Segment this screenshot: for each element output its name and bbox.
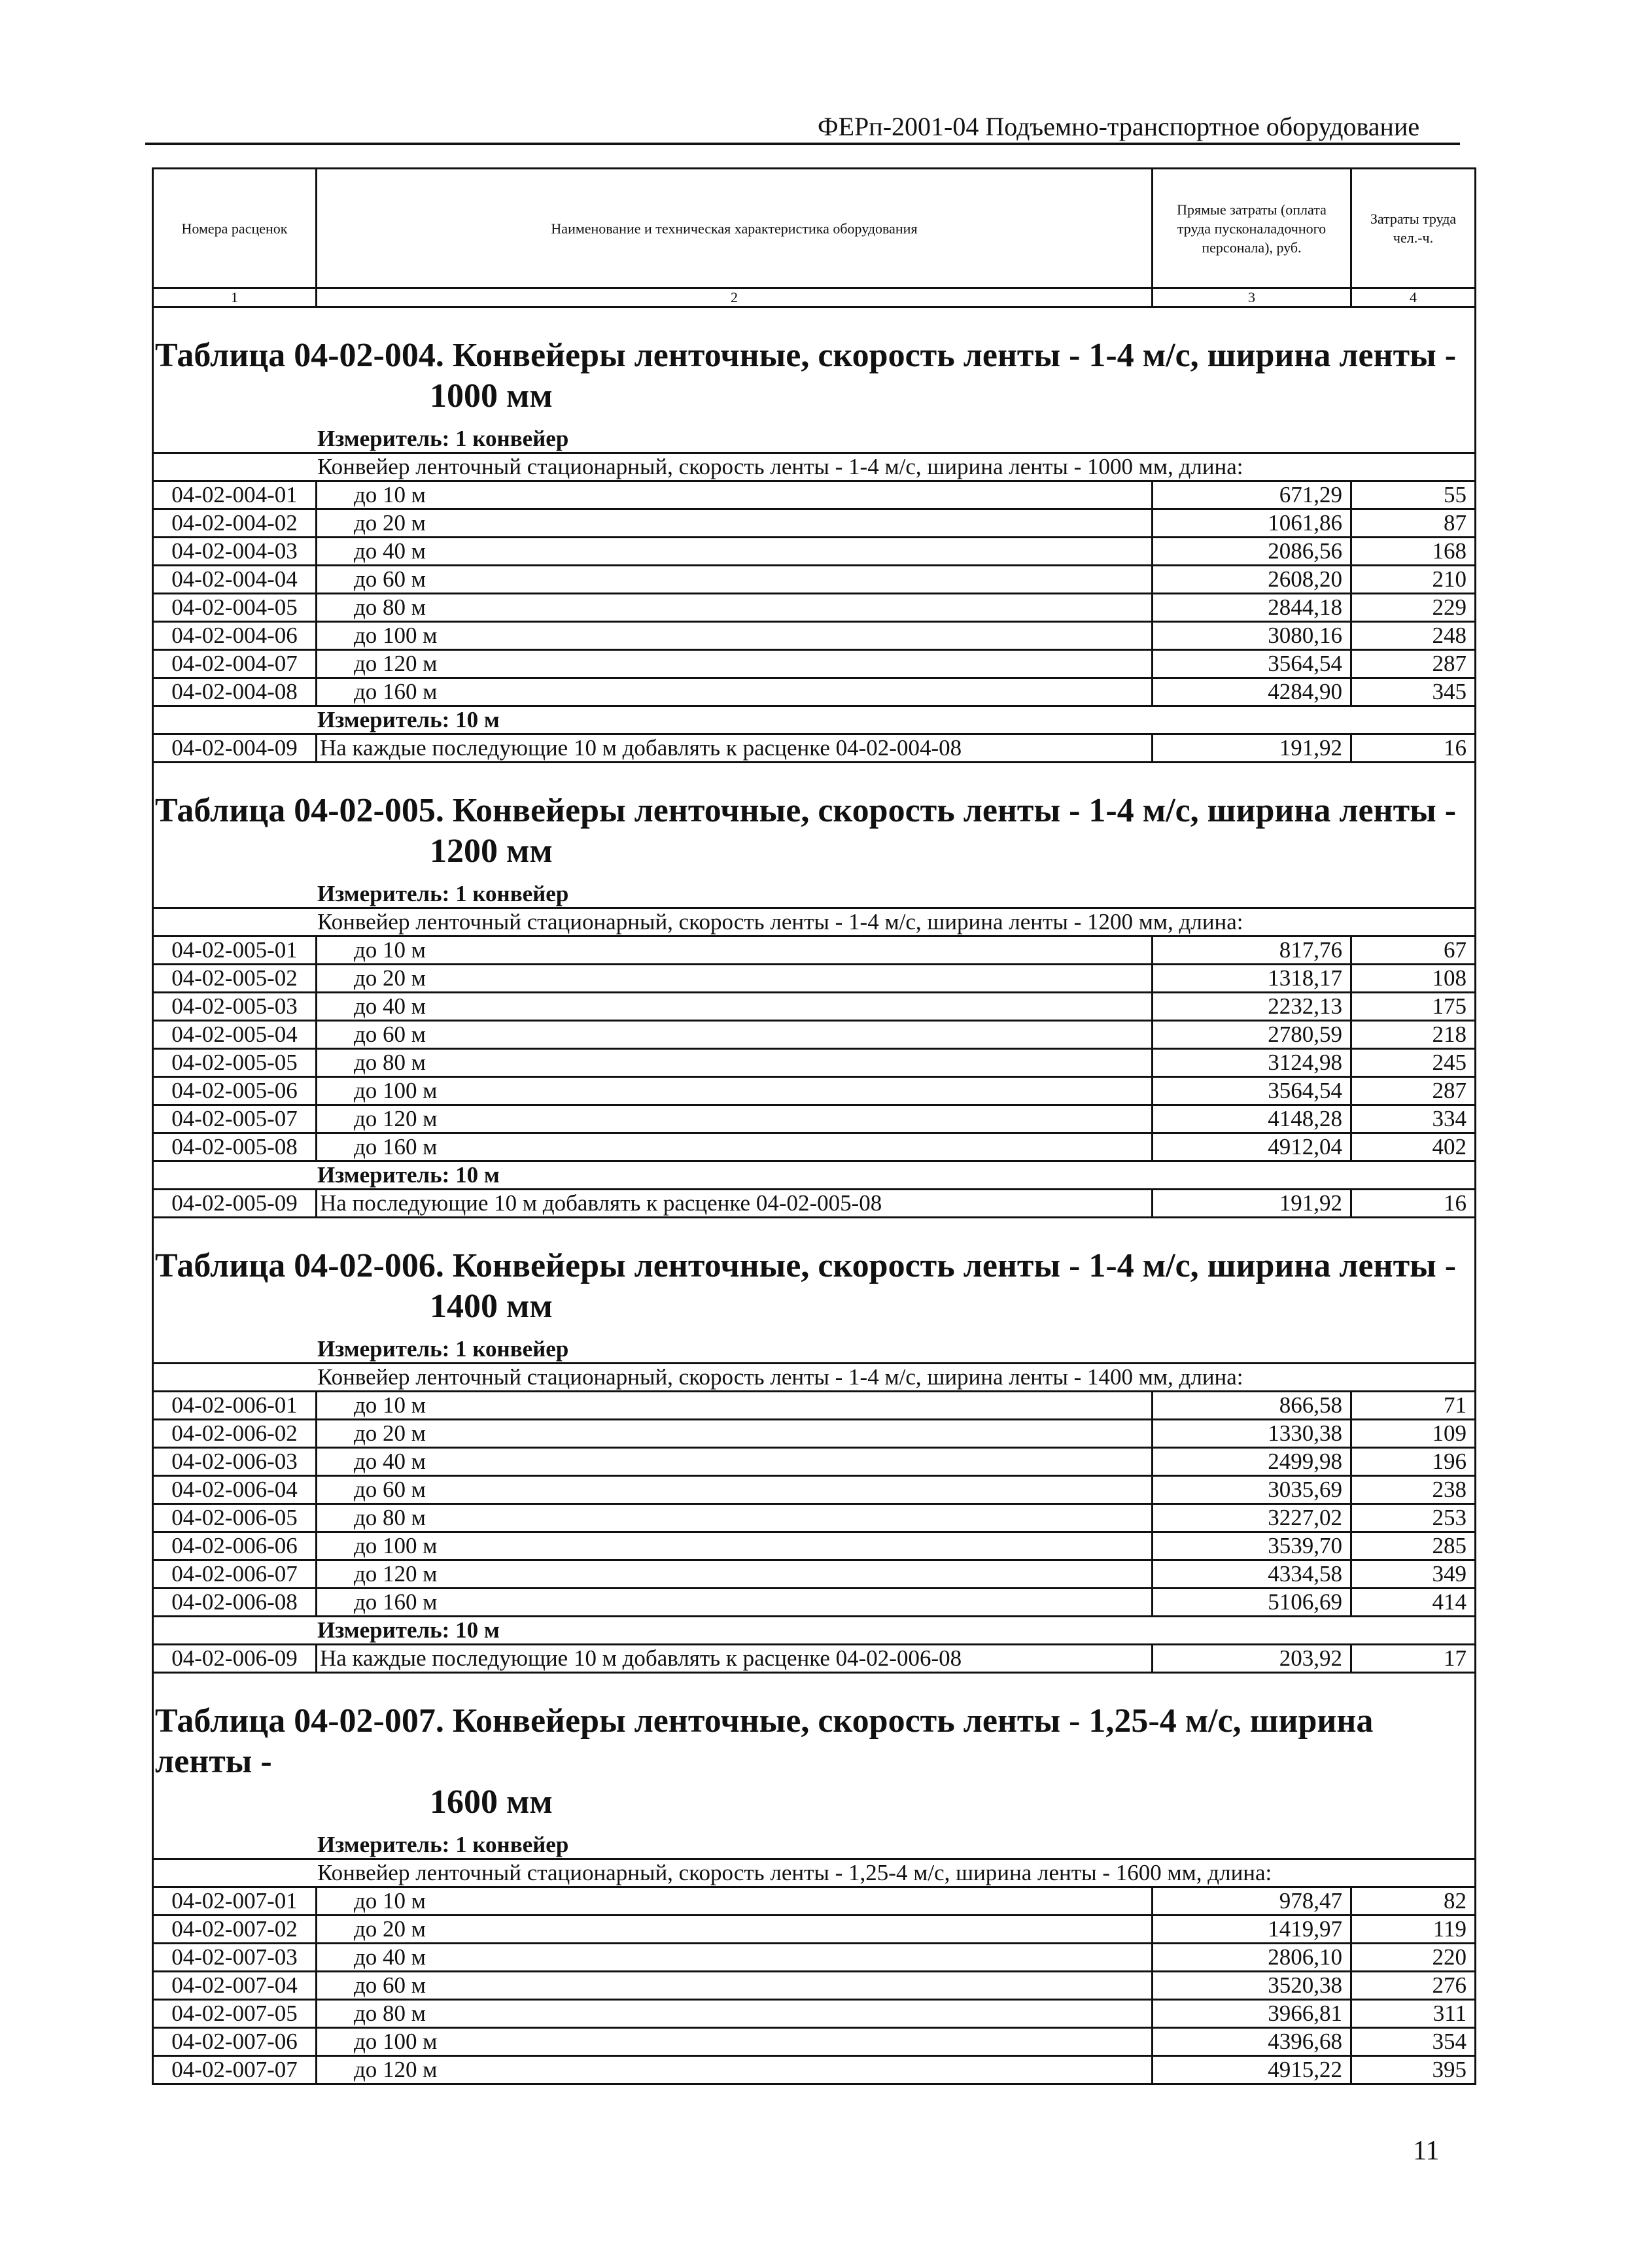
rate-code: 04-02-006-01 bbox=[153, 1392, 317, 1420]
item-name: до 10 м bbox=[317, 1887, 1153, 1916]
rate-code: 04-02-004-06 bbox=[153, 622, 317, 650]
table-row bbox=[153, 538, 1476, 566]
table-row bbox=[153, 594, 1476, 622]
item-name: до 10 м bbox=[317, 1392, 1153, 1420]
meter-label: Измеритель: 10 м bbox=[153, 706, 1476, 734]
item-name: до 100 м bbox=[317, 1077, 1153, 1105]
table-row bbox=[153, 1560, 1476, 1589]
item-name: На последующие 10 м добавлять к расценке 04-02-005-08 bbox=[317, 1190, 1153, 1218]
direct-cost: 3227,02 bbox=[1153, 1504, 1351, 1532]
labor-cost: 253 bbox=[1351, 1504, 1476, 1532]
labor-cost: 311 bbox=[1351, 2000, 1476, 2028]
section-title-row bbox=[153, 1673, 1476, 1832]
item-name: до 20 м bbox=[317, 965, 1153, 993]
column-number: 2 bbox=[317, 288, 1153, 307]
meter-label: Измеритель: 10 м bbox=[153, 1617, 1476, 1645]
rate-code: 04-02-006-06 bbox=[153, 1532, 317, 1560]
section-title-width: 1400 мм bbox=[430, 1288, 553, 1325]
rate-code: 04-02-004-05 bbox=[153, 594, 317, 622]
direct-cost: 4915,22 bbox=[1153, 2056, 1351, 2084]
direct-cost: 866,58 bbox=[1153, 1392, 1351, 1420]
labor-cost: 109 bbox=[1351, 1420, 1476, 1448]
description-row bbox=[153, 1364, 1476, 1392]
rate-code: 04-02-006-04 bbox=[153, 1476, 317, 1504]
section-title-width: 1000 мм bbox=[430, 377, 553, 415]
rate-code: 04-02-005-04 bbox=[153, 1021, 317, 1049]
description-row bbox=[153, 1859, 1476, 1887]
section-title-row bbox=[153, 307, 1476, 426]
item-name: до 160 м bbox=[317, 1133, 1153, 1161]
direct-cost: 2780,59 bbox=[1153, 1021, 1351, 1049]
table-row bbox=[153, 1049, 1476, 1077]
item-description: Конвейер ленточный стационарный, скорость ленты - 1,25-4 м/с, ширина ленты - 1600 мм, длина: bbox=[153, 1859, 1476, 1887]
item-name: до 60 м bbox=[317, 566, 1153, 594]
meter-row bbox=[153, 1617, 1476, 1645]
rate-code: 04-02-007-04 bbox=[153, 1972, 317, 2000]
direct-cost: 2806,10 bbox=[1153, 1944, 1351, 1972]
labor-cost: 16 bbox=[1351, 1190, 1476, 1218]
rate-code: 04-02-006-02 bbox=[153, 1420, 317, 1448]
table-row bbox=[153, 993, 1476, 1021]
table-row bbox=[153, 2056, 1476, 2084]
rate-code: 04-02-005-05 bbox=[153, 1049, 317, 1077]
direct-cost: 1318,17 bbox=[1153, 965, 1351, 993]
labor-cost: 287 bbox=[1351, 650, 1476, 678]
labor-cost: 175 bbox=[1351, 993, 1476, 1021]
item-name: до 10 м bbox=[317, 936, 1153, 965]
item-name: до 60 м bbox=[317, 1972, 1153, 2000]
direct-cost: 4396,68 bbox=[1153, 2028, 1351, 2056]
labor-cost: 354 bbox=[1351, 2028, 1476, 2056]
rate-code: 04-02-004-02 bbox=[153, 509, 317, 538]
labor-cost: 71 bbox=[1351, 1392, 1476, 1420]
item-name: На каждые последующие 10 м добавлять к расценке 04-02-004-08 bbox=[317, 734, 1153, 763]
item-name: до 60 м bbox=[317, 1021, 1153, 1049]
direct-cost: 3124,98 bbox=[1153, 1049, 1351, 1077]
table-row bbox=[153, 650, 1476, 678]
direct-cost: 3564,54 bbox=[1153, 650, 1351, 678]
item-name: до 40 м bbox=[317, 1448, 1153, 1476]
table-row bbox=[153, 1916, 1476, 1944]
table-sections bbox=[153, 307, 1476, 2084]
table-row bbox=[153, 1887, 1476, 1916]
rate-code: 04-02-007-06 bbox=[153, 2028, 317, 2056]
direct-cost: 4148,28 bbox=[1153, 1105, 1351, 1133]
direct-cost: 2499,98 bbox=[1153, 1448, 1351, 1476]
table-row bbox=[153, 1133, 1476, 1161]
direct-cost: 3564,54 bbox=[1153, 1077, 1351, 1105]
table-row bbox=[153, 936, 1476, 965]
header-rule bbox=[145, 143, 1460, 145]
rate-code: 04-02-004-03 bbox=[153, 538, 317, 566]
table-row bbox=[153, 1190, 1476, 1218]
labor-cost: 285 bbox=[1351, 1532, 1476, 1560]
item-name: до 100 м bbox=[317, 2028, 1153, 2056]
labor-cost: 287 bbox=[1351, 1077, 1476, 1105]
item-description: Конвейер ленточный стационарный, скорость ленты - 1-4 м/с, ширина ленты - 1000 мм, длина: bbox=[153, 453, 1476, 481]
rates-table bbox=[152, 167, 1476, 2085]
meter-row bbox=[153, 881, 1476, 908]
table-row bbox=[153, 678, 1476, 706]
table-row bbox=[153, 965, 1476, 993]
section-title bbox=[153, 763, 1476, 882]
table-row bbox=[153, 1077, 1476, 1105]
direct-cost: 3966,81 bbox=[1153, 2000, 1351, 2028]
labor-cost: 395 bbox=[1351, 2056, 1476, 2084]
table-row bbox=[153, 1504, 1476, 1532]
item-name: до 20 м bbox=[317, 1420, 1153, 1448]
labor-cost: 108 bbox=[1351, 965, 1476, 993]
item-name: до 120 м bbox=[317, 1560, 1153, 1589]
item-name: до 120 м bbox=[317, 1105, 1153, 1133]
direct-cost: 4284,90 bbox=[1153, 678, 1351, 706]
item-name: до 120 м bbox=[317, 2056, 1153, 2084]
table-row bbox=[153, 1944, 1476, 1972]
direct-cost: 191,92 bbox=[1153, 1190, 1351, 1218]
item-name: до 80 м bbox=[317, 2000, 1153, 2028]
direct-cost: 817,76 bbox=[1153, 936, 1351, 965]
rate-code: 04-02-007-03 bbox=[153, 1944, 317, 1972]
labor-cost: 218 bbox=[1351, 1021, 1476, 1049]
labor-cost: 87 bbox=[1351, 509, 1476, 538]
item-name: до 160 м bbox=[317, 678, 1153, 706]
meter-row bbox=[153, 426, 1476, 453]
direct-cost: 1061,86 bbox=[1153, 509, 1351, 538]
table-row bbox=[153, 1589, 1476, 1617]
item-name: до 80 м bbox=[317, 594, 1153, 622]
labor-cost: 16 bbox=[1351, 734, 1476, 763]
item-name: до 40 м bbox=[317, 538, 1153, 566]
description-row bbox=[153, 908, 1476, 936]
item-name: до 40 м bbox=[317, 1944, 1153, 1972]
labor-cost: 414 bbox=[1351, 1589, 1476, 1617]
item-name: На каждые последующие 10 м добавлять к расценке 04-02-006-08 bbox=[317, 1645, 1153, 1673]
column-header-name: Наименование и техническая характеристика оборудования bbox=[317, 169, 1153, 288]
labor-cost: 119 bbox=[1351, 1916, 1476, 1944]
labor-cost: 245 bbox=[1351, 1049, 1476, 1077]
labor-cost: 82 bbox=[1351, 1887, 1476, 1916]
direct-cost: 671,29 bbox=[1153, 481, 1351, 509]
labor-cost: 17 bbox=[1351, 1645, 1476, 1673]
item-name: до 80 м bbox=[317, 1049, 1153, 1077]
section-title-row bbox=[153, 1218, 1476, 1337]
item-name: до 40 м bbox=[317, 993, 1153, 1021]
labor-cost: 67 bbox=[1351, 936, 1476, 965]
direct-cost: 4334,58 bbox=[1153, 1560, 1351, 1589]
item-name: до 20 м bbox=[317, 509, 1153, 538]
table-row bbox=[153, 1476, 1476, 1504]
running-header: ФЕРп-2001-04 Подъемно-транспортное оборудование bbox=[818, 112, 1420, 141]
column-number: 1 bbox=[153, 288, 317, 307]
rate-code: 04-02-005-06 bbox=[153, 1077, 317, 1105]
rate-code: 04-02-006-09 bbox=[153, 1645, 317, 1673]
rate-code: 04-02-004-08 bbox=[153, 678, 317, 706]
table-row bbox=[153, 1392, 1476, 1420]
direct-cost: 203,92 bbox=[1153, 1645, 1351, 1673]
rate-code: 04-02-007-02 bbox=[153, 1916, 317, 1944]
page-number: 11 bbox=[1413, 2136, 1440, 2166]
column-header-row bbox=[153, 169, 1476, 288]
column-number: 3 bbox=[1153, 288, 1351, 307]
direct-cost: 3080,16 bbox=[1153, 622, 1351, 650]
rate-code: 04-02-004-09 bbox=[153, 734, 317, 763]
labor-cost: 55 bbox=[1351, 481, 1476, 509]
meter-label: Измеритель: 1 конвейер bbox=[153, 881, 1476, 908]
labor-cost: 248 bbox=[1351, 622, 1476, 650]
direct-cost: 1330,38 bbox=[1153, 1420, 1351, 1448]
rate-code: 04-02-006-08 bbox=[153, 1589, 317, 1617]
labor-cost: 349 bbox=[1351, 1560, 1476, 1589]
table-row bbox=[153, 734, 1476, 763]
item-name: до 10 м bbox=[317, 481, 1153, 509]
table-row bbox=[153, 509, 1476, 538]
direct-cost: 2844,18 bbox=[1153, 594, 1351, 622]
rate-code: 04-02-005-02 bbox=[153, 965, 317, 993]
labor-cost: 334 bbox=[1351, 1105, 1476, 1133]
table-row bbox=[153, 1105, 1476, 1133]
item-name: до 20 м bbox=[317, 1916, 1153, 1944]
rate-code: 04-02-007-01 bbox=[153, 1887, 317, 1916]
rate-code: 04-02-004-04 bbox=[153, 566, 317, 594]
table-row bbox=[153, 1448, 1476, 1476]
direct-cost: 191,92 bbox=[1153, 734, 1351, 763]
table-row bbox=[153, 1645, 1476, 1673]
table-row bbox=[153, 481, 1476, 509]
labor-cost: 402 bbox=[1351, 1133, 1476, 1161]
direct-cost: 4912,04 bbox=[1153, 1133, 1351, 1161]
direct-cost: 3035,69 bbox=[1153, 1476, 1351, 1504]
meter-label: Измеритель: 1 конвейер bbox=[153, 426, 1476, 453]
labor-cost: 220 bbox=[1351, 1944, 1476, 1972]
item-name: до 100 м bbox=[317, 1532, 1153, 1560]
section-title bbox=[153, 307, 1476, 426]
column-header-price: Прямые затраты (оплата труда пусконаладочного персонала), руб. bbox=[1153, 169, 1351, 288]
rate-code: 04-02-005-03 bbox=[153, 993, 317, 1021]
item-description: Конвейер ленточный стационарный, скорость ленты - 1-4 м/с, ширина ленты - 1200 мм, длина: bbox=[153, 908, 1476, 936]
section-title-width: 1600 мм bbox=[430, 1783, 553, 1821]
table-row bbox=[153, 622, 1476, 650]
direct-cost: 2086,56 bbox=[1153, 538, 1351, 566]
rate-code: 04-02-004-01 bbox=[153, 481, 317, 509]
meter-label: Измеритель: 1 конвейер bbox=[153, 1336, 1476, 1364]
direct-cost: 2608,20 bbox=[1153, 566, 1351, 594]
section-title bbox=[153, 1673, 1476, 1832]
item-name: до 160 м bbox=[317, 1589, 1153, 1617]
table-row bbox=[153, 566, 1476, 594]
rate-code: 04-02-005-08 bbox=[153, 1133, 317, 1161]
column-header-code: Номера расценок bbox=[153, 169, 317, 288]
table-row bbox=[153, 2028, 1476, 2056]
rate-code: 04-02-006-07 bbox=[153, 1560, 317, 1589]
price-sheet bbox=[152, 167, 1474, 2085]
rate-code: 04-02-006-05 bbox=[153, 1504, 317, 1532]
labor-cost: 210 bbox=[1351, 566, 1476, 594]
rate-code: 04-02-005-09 bbox=[153, 1190, 317, 1218]
rate-code: 04-02-005-01 bbox=[153, 936, 317, 965]
section-title-line: Таблица 04-02-005. Конвейеры ленточные, скорость ленты - 1-4 м/с, ширина ленты - bbox=[155, 792, 1457, 829]
item-name: до 60 м bbox=[317, 1476, 1153, 1504]
section-title-line: Таблица 04-02-004. Конвейеры ленточные, скорость ленты - 1-4 м/с, ширина ленты - bbox=[155, 337, 1457, 374]
column-number-row bbox=[153, 288, 1476, 307]
labor-cost: 345 bbox=[1351, 678, 1476, 706]
meter-row bbox=[153, 706, 1476, 734]
table-row bbox=[153, 1021, 1476, 1049]
labor-cost: 276 bbox=[1351, 1972, 1476, 2000]
column-header-labor: Затраты труда чел.-ч. bbox=[1351, 169, 1476, 288]
rate-code: 04-02-007-07 bbox=[153, 2056, 317, 2084]
meter-row bbox=[153, 1161, 1476, 1190]
column-number: 4 bbox=[1351, 288, 1476, 307]
direct-cost: 5106,69 bbox=[1153, 1589, 1351, 1617]
labor-cost: 238 bbox=[1351, 1476, 1476, 1504]
direct-cost: 978,47 bbox=[1153, 1887, 1351, 1916]
meter-row bbox=[153, 1832, 1476, 1859]
table-row bbox=[153, 1972, 1476, 2000]
item-name: до 100 м bbox=[317, 622, 1153, 650]
rate-code: 04-02-004-07 bbox=[153, 650, 317, 678]
direct-cost: 3520,38 bbox=[1153, 1972, 1351, 2000]
direct-cost: 2232,13 bbox=[1153, 993, 1351, 1021]
item-name: до 120 м bbox=[317, 650, 1153, 678]
table-row bbox=[153, 1532, 1476, 1560]
rate-code: 04-02-005-07 bbox=[153, 1105, 317, 1133]
meter-row bbox=[153, 1336, 1476, 1364]
section-title-width: 1200 мм bbox=[430, 833, 553, 870]
section-title bbox=[153, 1218, 1476, 1337]
direct-cost: 1419,97 bbox=[1153, 1916, 1351, 1944]
meter-label: Измеритель: 1 конвейер bbox=[153, 1832, 1476, 1859]
item-description: Конвейер ленточный стационарный, скорость ленты - 1-4 м/с, ширина ленты - 1400 мм, длина: bbox=[153, 1364, 1476, 1392]
meter-label: Измеритель: 10 м bbox=[153, 1161, 1476, 1190]
rate-code: 04-02-006-03 bbox=[153, 1448, 317, 1476]
rate-code: 04-02-007-05 bbox=[153, 2000, 317, 2028]
description-row bbox=[153, 453, 1476, 481]
labor-cost: 229 bbox=[1351, 594, 1476, 622]
table-row bbox=[153, 1420, 1476, 1448]
labor-cost: 168 bbox=[1351, 538, 1476, 566]
table-row bbox=[153, 2000, 1476, 2028]
direct-cost: 3539,70 bbox=[1153, 1532, 1351, 1560]
section-title-line: Таблица 04-02-007. Конвейеры ленточные, скорость ленты - 1,25-4 м/с, ширина ленты - bbox=[155, 1702, 1374, 1780]
item-name: до 80 м bbox=[317, 1504, 1153, 1532]
section-title-line: Таблица 04-02-006. Конвейеры ленточные, скорость ленты - 1-4 м/с, ширина ленты - bbox=[155, 1247, 1457, 1284]
labor-cost: 196 bbox=[1351, 1448, 1476, 1476]
section-title-row bbox=[153, 763, 1476, 882]
